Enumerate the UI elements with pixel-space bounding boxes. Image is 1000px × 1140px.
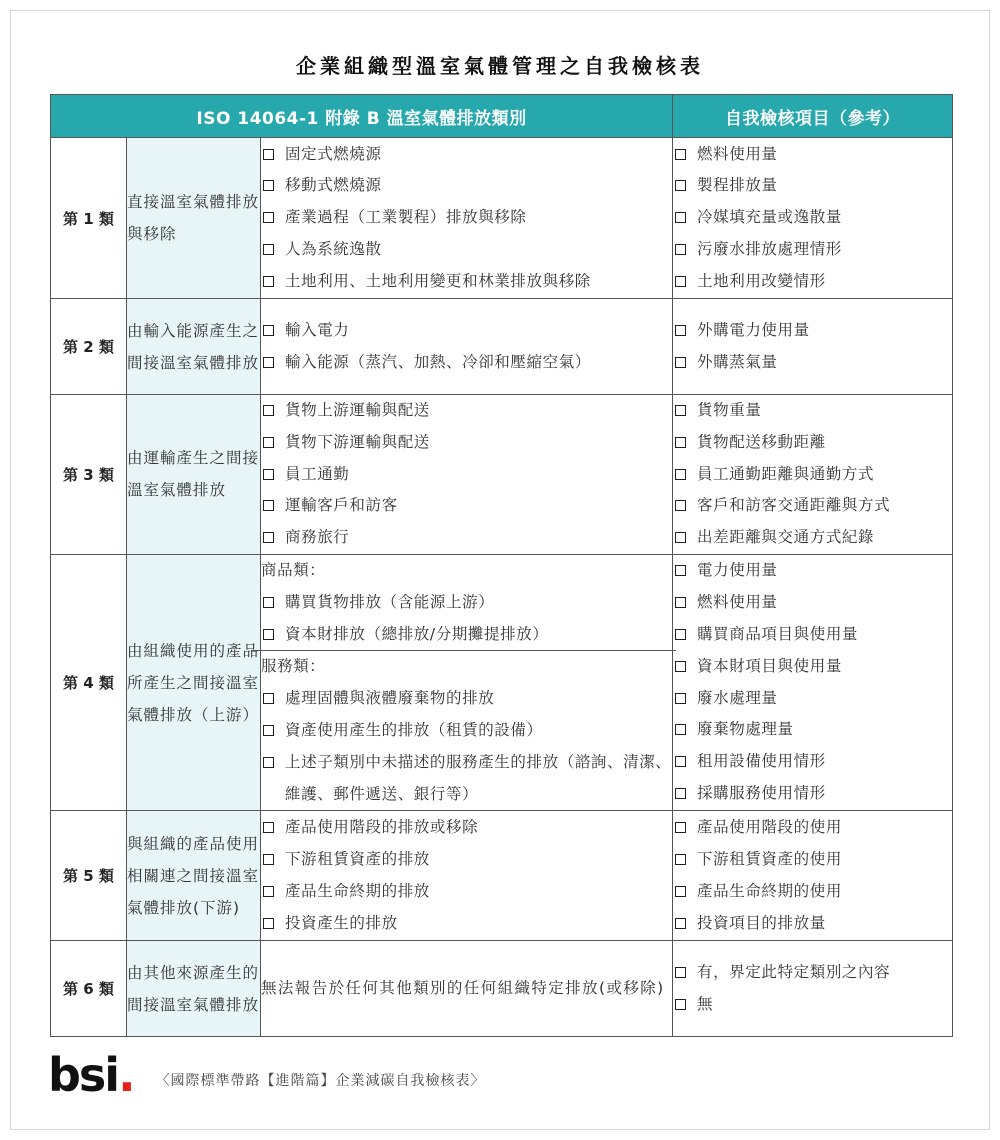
emission-source-item[interactable]: 投資產生的排放 bbox=[261, 908, 672, 940]
checkbox-icon[interactable] bbox=[675, 437, 686, 448]
self-check-item[interactable]: 外購蒸氣量 bbox=[673, 347, 952, 379]
checkbox-icon[interactable] bbox=[675, 244, 686, 255]
checkbox-icon[interactable] bbox=[675, 149, 686, 160]
header-emission-categories: ISO 14064-1 附錄 B 溫室氣體排放類別 bbox=[51, 95, 673, 138]
self-check-item[interactable]: 投資項目的排放量 bbox=[673, 908, 952, 940]
checkbox-icon[interactable] bbox=[675, 724, 686, 735]
services-subheading: 服務類： bbox=[261, 657, 326, 676]
checkbox-icon[interactable] bbox=[675, 532, 686, 543]
checkbox-icon[interactable] bbox=[675, 629, 686, 640]
self-check-item[interactable]: 貨物配送移動距離 bbox=[673, 427, 952, 459]
category-label: 第 1 類 bbox=[51, 138, 127, 299]
other-emissions-text: 無法報告於任何其他類別的任何組織特定排放(或移除) bbox=[261, 979, 665, 998]
emission-source-item[interactable]: 固定式燃燒源 bbox=[261, 139, 672, 171]
checkbox-icon[interactable] bbox=[675, 967, 686, 978]
checkbox-icon[interactable] bbox=[675, 788, 686, 799]
self-check-item[interactable]: 外購電力使用量 bbox=[673, 315, 952, 347]
emission-source-item[interactable]: 貨物下游運輸與配送 bbox=[261, 427, 672, 459]
emission-source-item[interactable]: 人為系統逸散 bbox=[261, 234, 672, 266]
checkbox-icon[interactable] bbox=[675, 918, 686, 929]
self-check-item[interactable]: 廢水處理量 bbox=[673, 683, 952, 715]
emission-source-item[interactable]: 上述子類別中未描述的服務產生的排放（諮詢、清潔、維護、郵件遞送、銀行等） bbox=[261, 747, 672, 811]
checkbox-icon[interactable] bbox=[675, 999, 686, 1010]
checkbox-icon[interactable] bbox=[263, 918, 274, 929]
emission-source-list bbox=[261, 138, 673, 299]
checkbox-icon[interactable] bbox=[675, 661, 686, 672]
category-description: 直接溫室氣體排放與移除 bbox=[127, 138, 261, 299]
emission-source-list bbox=[261, 395, 673, 555]
checkbox-icon[interactable] bbox=[263, 357, 274, 368]
self-check-item[interactable]: 資本財項目與使用量 bbox=[673, 651, 952, 683]
bsi-logo: bsi. bbox=[48, 1048, 134, 1102]
checkbox-icon[interactable] bbox=[263, 886, 274, 897]
emission-source-item[interactable]: 下游租賃資產的排放 bbox=[261, 844, 672, 876]
checkbox-icon[interactable] bbox=[675, 357, 686, 368]
self-check-item[interactable]: 採購服務使用情形 bbox=[673, 778, 952, 810]
self-check-item[interactable]: 員工通勤距離與通勤方式 bbox=[673, 459, 952, 491]
checkbox-icon[interactable] bbox=[263, 822, 274, 833]
category-label: 第 2 類 bbox=[51, 299, 127, 395]
checkbox-icon[interactable] bbox=[263, 212, 274, 223]
self-check-item[interactable]: 燃料使用量 bbox=[673, 587, 952, 619]
emission-source-list bbox=[261, 299, 673, 395]
category-description: 由運輸產生之間接溫室氣體排放 bbox=[127, 395, 261, 555]
self-check-list bbox=[673, 811, 953, 941]
self-check-item[interactable]: 污廢水排放處理情形 bbox=[673, 234, 952, 266]
category-row-2 bbox=[51, 299, 953, 395]
checkbox-icon[interactable] bbox=[675, 180, 686, 191]
checkbox-icon[interactable] bbox=[263, 437, 274, 448]
checkbox-icon[interactable] bbox=[675, 597, 686, 608]
self-check-list bbox=[673, 941, 953, 1037]
self-check-list bbox=[673, 138, 953, 299]
self-check-item[interactable]: 產品生命終期的使用 bbox=[673, 876, 952, 908]
checkbox-icon[interactable] bbox=[675, 469, 686, 480]
checkbox-icon[interactable] bbox=[263, 693, 274, 704]
category-row-3 bbox=[51, 395, 953, 555]
category-label: 第 3 類 bbox=[51, 395, 127, 555]
emission-source-item[interactable]: 貨物上游運輸與配送 bbox=[261, 395, 672, 427]
checkbox-icon[interactable] bbox=[675, 756, 686, 767]
goods-subheading: 商品類： bbox=[261, 560, 326, 579]
category-label: 第 6 類 bbox=[51, 941, 127, 1037]
checkbox-icon[interactable] bbox=[263, 629, 274, 640]
checkbox-icon[interactable] bbox=[675, 325, 686, 336]
checklist-table bbox=[50, 94, 953, 1037]
category-row-4 bbox=[51, 554, 953, 810]
self-check-list bbox=[673, 395, 953, 555]
self-check-item[interactable]: 租用設備使用情形 bbox=[673, 746, 952, 778]
self-check-item[interactable]: 燃料使用量 bbox=[673, 139, 952, 171]
emission-source-item[interactable]: 員工通勤 bbox=[261, 459, 672, 491]
checkbox-icon[interactable] bbox=[675, 405, 686, 416]
checkbox-icon[interactable] bbox=[675, 822, 686, 833]
category-description: 與組織的產品使用相關連之間接溫室氣體排放(下游) bbox=[127, 811, 261, 941]
self-check-item[interactable]: 產品使用階段的使用 bbox=[673, 812, 952, 844]
self-check-item[interactable]: 貨物重量 bbox=[673, 395, 952, 427]
checkbox-icon[interactable] bbox=[675, 212, 686, 223]
emission-source-item[interactable]: 產業過程（工業製程）排放與移除 bbox=[261, 202, 672, 234]
self-check-item[interactable]: 土地利用改變情形 bbox=[673, 266, 952, 298]
emission-source-item[interactable]: 處理固體與液體廢棄物的排放 bbox=[261, 683, 672, 715]
checkbox-icon[interactable] bbox=[263, 149, 274, 160]
self-check-item[interactable]: 購買商品項目與使用量 bbox=[673, 619, 952, 651]
emission-source-item[interactable]: 商務旅行 bbox=[261, 522, 672, 554]
footer bbox=[48, 1048, 486, 1102]
emission-source-list bbox=[261, 811, 673, 941]
checkbox-icon[interactable] bbox=[263, 854, 274, 865]
self-check-item[interactable]: 製程排放量 bbox=[673, 170, 952, 202]
emission-source-item[interactable]: 產品生命終期的排放 bbox=[261, 876, 672, 908]
checkbox-icon[interactable] bbox=[675, 693, 686, 704]
self-check-item[interactable]: 冷媒填充量或逸散量 bbox=[673, 202, 952, 234]
emission-source-item[interactable]: 購買貨物排放（含能源上游） bbox=[261, 587, 672, 619]
self-check-item[interactable]: 廢棄物處理量 bbox=[673, 714, 952, 746]
checkbox-icon[interactable] bbox=[263, 180, 274, 191]
self-check-item[interactable]: 電力使用量 bbox=[673, 555, 952, 587]
self-check-list bbox=[673, 554, 953, 810]
checkbox-icon[interactable] bbox=[675, 500, 686, 511]
checkbox-icon[interactable] bbox=[675, 854, 686, 865]
checkbox-icon[interactable] bbox=[263, 244, 274, 255]
emission-source-list bbox=[261, 554, 673, 810]
category-description: 由輸入能源產生之間接溫室氣體排放 bbox=[127, 299, 261, 395]
emission-source-item[interactable]: 輸入電力 bbox=[261, 315, 672, 347]
category-label: 第 5 類 bbox=[51, 811, 127, 941]
category-description: 由其他來源產生的間接溫室氣體排放 bbox=[127, 941, 261, 1037]
checkbox-icon[interactable] bbox=[675, 565, 686, 576]
checkbox-icon[interactable] bbox=[263, 725, 274, 736]
category-row-1 bbox=[51, 138, 953, 299]
emission-source-item[interactable]: 資本財排放（總排放/分期攤提排放） bbox=[261, 619, 672, 651]
checkbox-icon[interactable] bbox=[263, 276, 274, 287]
self-check-item[interactable]: 無 bbox=[673, 989, 952, 1021]
checkbox-icon[interactable] bbox=[263, 597, 274, 608]
emission-source-item[interactable]: 移動式燃燒源 bbox=[261, 170, 672, 202]
checkbox-icon[interactable] bbox=[263, 757, 274, 768]
checkbox-icon[interactable] bbox=[675, 886, 686, 897]
checkbox-icon[interactable] bbox=[263, 469, 274, 480]
footer-caption: 〈國際標準帶路【進階篇】企業減碳自我檢核表〉 bbox=[155, 1073, 486, 1089]
page-title: 企業組織型溫室氣體管理之自我檢核表 bbox=[296, 54, 704, 78]
category-row-6 bbox=[51, 941, 953, 1037]
emission-source-item[interactable]: 運輸客戶和訪客 bbox=[261, 490, 672, 522]
self-check-item[interactable]: 有，界定此特定類別之內容 bbox=[673, 957, 952, 989]
emission-source-item[interactable]: 土地利用、土地利用變更和林業排放與移除 bbox=[261, 266, 672, 298]
self-check-item[interactable]: 客戶和訪客交通距離與方式 bbox=[673, 490, 952, 522]
checkbox-icon[interactable] bbox=[263, 532, 274, 543]
emission-source-item[interactable]: 資產使用產生的排放（租賃的設備） bbox=[261, 715, 672, 747]
category-row-5 bbox=[51, 811, 953, 941]
self-check-item[interactable]: 出差距離與交通方式紀錄 bbox=[673, 522, 952, 554]
checkbox-icon[interactable] bbox=[263, 325, 274, 336]
checkbox-icon[interactable] bbox=[675, 276, 686, 287]
self-check-list bbox=[673, 299, 953, 395]
checkbox-icon[interactable] bbox=[263, 405, 274, 416]
self-check-item[interactable]: 下游租賃資產的使用 bbox=[673, 844, 952, 876]
emission-source-item[interactable]: 產品使用階段的排放或移除 bbox=[261, 812, 672, 844]
emission-source-item[interactable]: 輸入能源（蒸汽、加熱、冷卻和壓縮空氣） bbox=[261, 347, 672, 379]
header-self-check-items: 自我檢核項目（參考） bbox=[673, 95, 953, 138]
emission-source-text bbox=[261, 941, 673, 1037]
category-label: 第 4 類 bbox=[51, 554, 127, 810]
checkbox-icon[interactable] bbox=[263, 500, 274, 511]
category-description: 由組織使用的產品所產生之間接溫室氣體排放（上游） bbox=[127, 554, 261, 810]
